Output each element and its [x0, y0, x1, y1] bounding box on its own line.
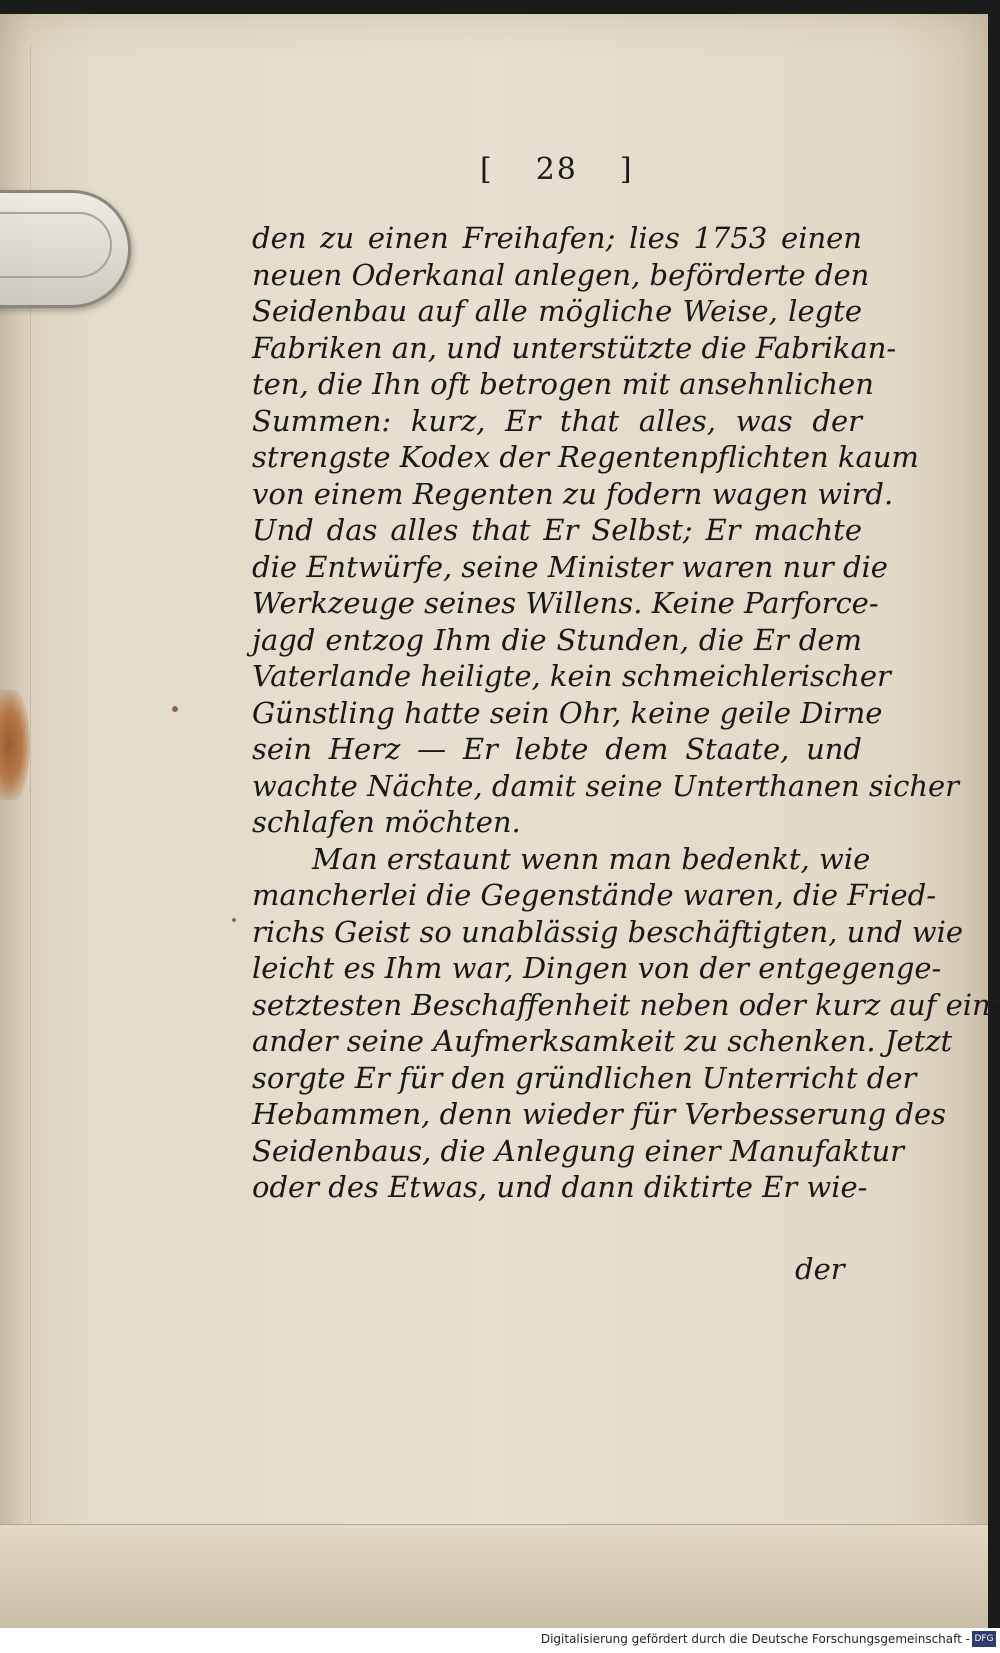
header-bracket-left: [: [480, 152, 494, 187]
text-line: Seidenbau auf alle mögliche Weise, legte: [252, 294, 862, 328]
text-line: Seidenbaus, die Anlegung einer Manufaktur: [252, 1133, 905, 1168]
text-line: Günstling hatte sein Ohr, keine geile Dirne: [252, 695, 883, 730]
page-bottom-fold: [0, 1524, 988, 1629]
text-line: sorgte Er für den gründlichen Unterricht der: [252, 1060, 917, 1095]
text-line: neuen Oderkanal anlegen, beförderte den: [252, 257, 870, 292]
text-line: oder des Etwas, und dann diktirte Er wie-: [252, 1170, 868, 1204]
text-line: setztesten Beschaffenheit neben oder kurz auf ein-: [252, 987, 1000, 1022]
text-line: von einem Regenten zu fodern wagen wird.: [252, 476, 894, 511]
paper-clip-inner-loop: [0, 212, 112, 278]
text-line: jagd entzog Ihm die Stunden, die Er dem: [252, 622, 862, 657]
text-line: leicht es Ihm war, Dingen von der entgegenge-: [252, 951, 942, 985]
body-text: [252, 220, 1000, 1206]
text-line: ten, die Ihn oft betrogen mit ansehnlichen: [252, 367, 874, 401]
text-line: Fabriken an, und unterstützte die Fabrikan-: [252, 330, 897, 365]
text-line: Hebammen, denn wieder für Verbesserung des: [252, 1097, 947, 1131]
text-line: strengste Kodex der Regentenpflichten kaum: [252, 440, 919, 474]
text-line: Werkzeuge seines Willens. Keine Parforce-: [252, 586, 879, 620]
digitization-footer: [0, 1628, 1000, 1653]
footer-credit: Digitalisierung gefördert durch die Deutsche Forschungsgemeinschaft -: [540, 1632, 970, 1646]
text-line: Summen: kurz, Er that alles, was der: [252, 403, 862, 438]
text-line: wachte Nächte, damit seine Unterthanen sicher: [252, 768, 960, 803]
dfg-logo: DFG: [972, 1631, 996, 1647]
catchword: der: [795, 1252, 845, 1286]
text-line: sein Herz — Er lebte dem Staate, und: [252, 732, 862, 766]
text-line: ander seine Aufmerksamkeit zu schenken. Jetzt: [252, 1024, 953, 1058]
text-line: Vaterlande heiligte, kein schmeichlerischer: [252, 659, 891, 693]
text-line: Man erstaunt wenn man bedenkt, wie: [312, 841, 871, 876]
paper-speck: [172, 706, 178, 712]
header-bracket-right: ]: [619, 152, 634, 187]
page-number: 28: [535, 152, 578, 187]
text-line: den zu einen Freihafen; lies 1753 einen: [252, 221, 862, 255]
text-line: die Entwürfe, seine Minister waren nur die: [252, 549, 888, 584]
text-line: schlafen möchten.: [252, 805, 521, 839]
text-line: Und das alles that Er Selbst; Er machte: [252, 513, 862, 547]
paper-speck: [232, 918, 236, 922]
foxing-stain: [0, 690, 30, 800]
text-line: mancherlei die Gegenstände waren, die Fried-: [252, 878, 936, 912]
page-header: [480, 152, 680, 187]
text-line: richs Geist so unablässig beschäftigten, und wie: [252, 914, 964, 949]
